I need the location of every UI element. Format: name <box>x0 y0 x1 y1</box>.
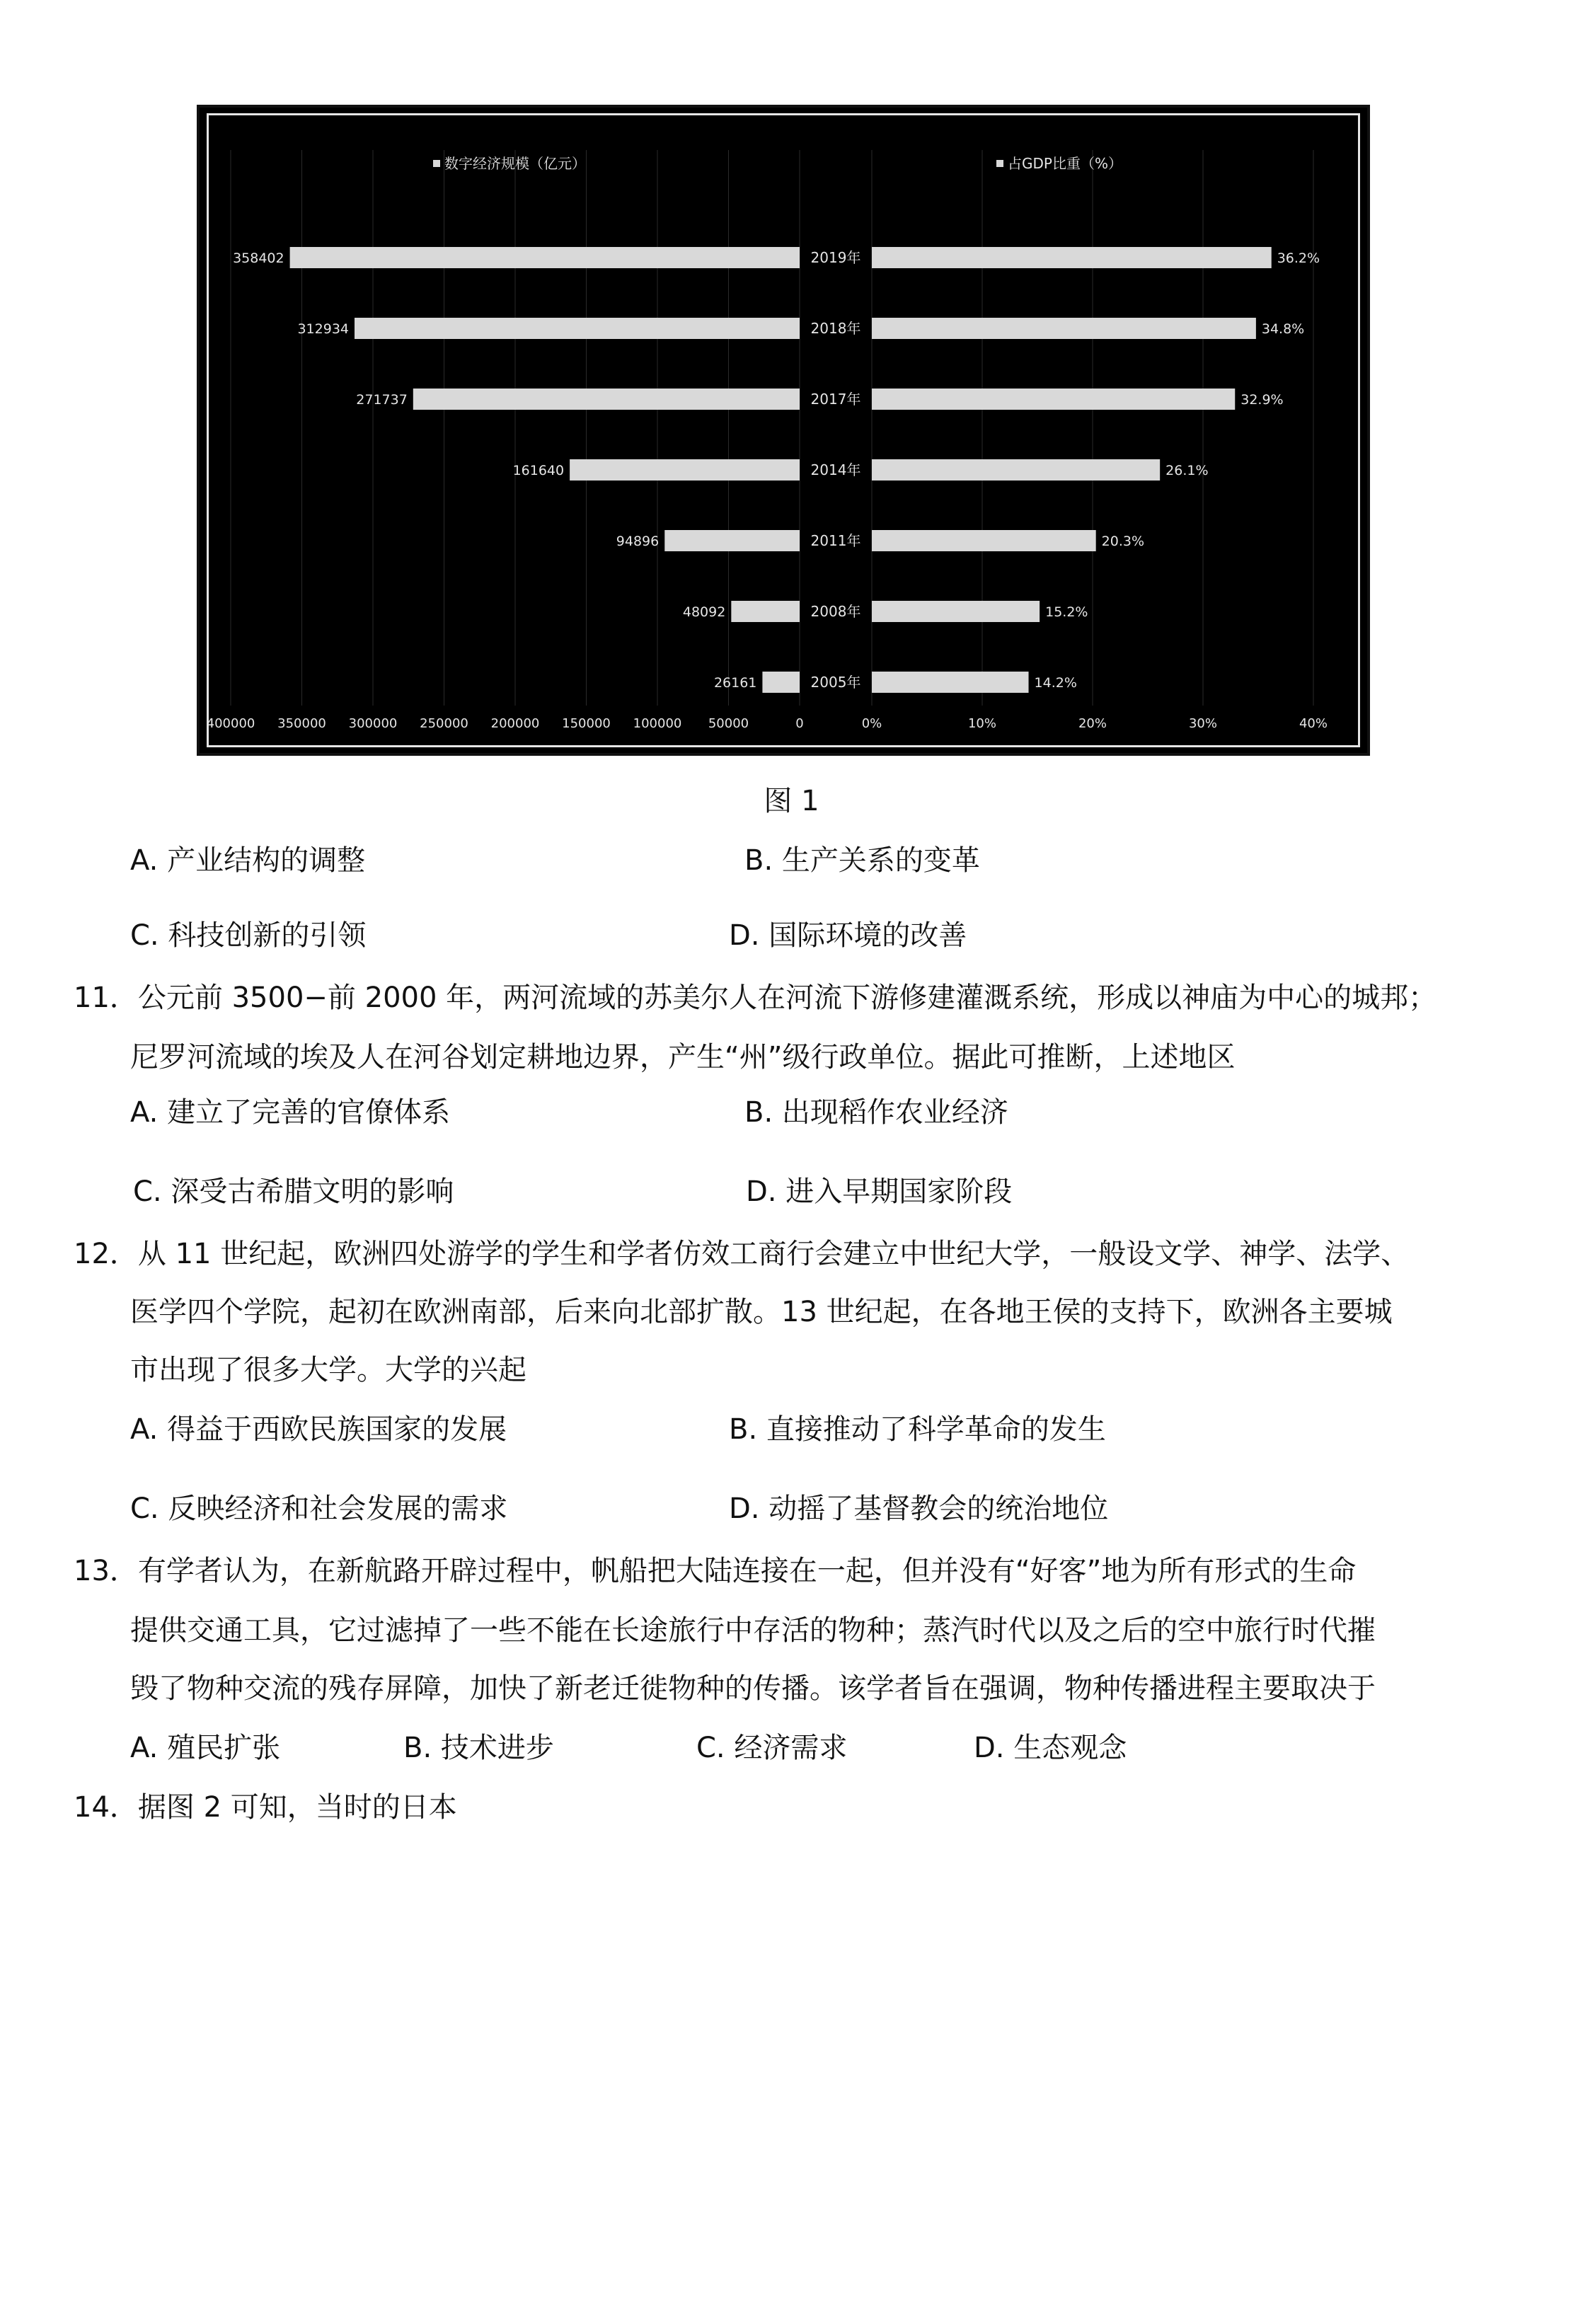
left-bar <box>731 601 800 622</box>
right-axis-tick-label: 10% <box>967 716 997 731</box>
left-axis-tick-label: 150000 <box>562 716 611 731</box>
right-bar-value-label: 14.2% <box>1034 675 1077 691</box>
left-axis-tick-label: 400000 <box>206 716 255 731</box>
legend-left-swatch <box>433 160 440 167</box>
q11-option-d: D. 进入早期国家阶段 <box>746 1175 1013 1208</box>
q13-stem-line-1: 13．有学者认为，在新航路开辟过程中，帆船把大陆连接在一起，但并没有“好客”地为所有形式的生命 <box>74 1555 1357 1587</box>
q13-option-a: A. 殖民扩张 <box>130 1732 281 1764</box>
left-axis-tick-label: 300000 <box>348 716 398 731</box>
right-bar-value-label: 34.8% <box>1261 321 1305 337</box>
left-axis-tick-label: 100000 <box>633 716 682 731</box>
chart-canvas <box>200 108 1367 753</box>
right-bar <box>872 672 1029 693</box>
category-label: 2005年 <box>810 674 861 691</box>
q11-stem-line-1: 11．公元前 3500−前 2000 年，两河流域的苏美尔人在河流下游修建灌溉系统，形成以神庙为中心的城邦； <box>74 982 1437 1014</box>
left-axis-tick-label: 250000 <box>420 716 468 731</box>
q10-option-c: C. 科技创新的引领 <box>130 919 367 952</box>
right-bar-value-label: 15.2% <box>1045 604 1088 620</box>
right-bar <box>872 247 1272 268</box>
q13-option-d: D. 生态观念 <box>974 1732 1127 1764</box>
q13-option-b: B. 技术进步 <box>403 1732 554 1764</box>
q13-stem-line-3: 毁了物种交流的残存屏障，加快了新老迁徙物种的传播。该学者旨在强调，物种传播进程主要取决于 <box>130 1672 1376 1705</box>
q12-option-a: A. 得益于西欧民族国家的发展 <box>130 1413 507 1446</box>
right-bar <box>872 318 1256 339</box>
q11-option-c: C. 深受古希腊文明的影响 <box>133 1175 454 1208</box>
left-axis-tick-label: 200000 <box>490 716 540 731</box>
left-axis-tick-label: 50000 <box>708 716 749 731</box>
left-bar-value-label: 358402 <box>233 251 284 266</box>
legend-right-label: 占GDP比重（%） <box>1008 155 1122 172</box>
left-axis-tick-label: 0 <box>795 716 804 731</box>
q12-option-b: B. 直接推动了科学革命的发生 <box>729 1413 1106 1446</box>
category-label: 2014年 <box>810 461 861 478</box>
category-label: 2019年 <box>810 249 861 266</box>
q12-stem-line-3: 市出现了很多大学。大学的兴起 <box>130 1354 526 1386</box>
q11-stem-line-2: 尼罗河流域的埃及人在河谷划定耕地边界，产生“州”级行政单位。据此可推断，上述地区 <box>130 1041 1236 1074</box>
left-bar <box>355 318 800 339</box>
left-bar <box>570 459 800 481</box>
left-bar <box>413 389 800 410</box>
left-bar <box>290 247 800 268</box>
right-bar-value-label: 20.3% <box>1101 534 1145 549</box>
right-axis-tick-label: 40% <box>1299 716 1328 731</box>
q13-option-c: C. 经济需求 <box>696 1732 848 1764</box>
category-label: 2011年 <box>810 532 861 549</box>
q11-option-a: A. 建立了完善的官僚体系 <box>130 1096 451 1129</box>
left-bar-value-label: 312934 <box>297 321 350 337</box>
left-bar-value-label: 26161 <box>713 675 757 691</box>
left-bar <box>664 530 800 551</box>
left-bar-value-label: 94896 <box>616 534 660 549</box>
left-bar-value-label: 161640 <box>512 463 565 478</box>
left-bar-value-label: 48092 <box>682 604 726 620</box>
category-label: 2017年 <box>810 391 861 408</box>
right-axis-tick-label: 20% <box>1078 716 1107 731</box>
right-bar-value-label: 36.2% <box>1277 251 1320 266</box>
q12-option-c: C. 反映经济和社会发展的需求 <box>130 1492 508 1525</box>
right-bar <box>872 601 1040 622</box>
category-label: 2008年 <box>810 603 861 620</box>
left-bar <box>762 672 800 693</box>
q10-option-d: D. 国际环境的改善 <box>729 919 967 952</box>
right-bar <box>872 389 1235 410</box>
q12-stem-line-1: 12．从 11 世纪起，欧洲四处游学的学生和学者仿效工商行会建立中世纪大学，一般设文学、神学、法学、 <box>74 1238 1410 1270</box>
legend-left-label: 数字经济规模（亿元） <box>444 155 586 172</box>
right-bar <box>872 459 1160 481</box>
right-axis-tick-label: 30% <box>1188 716 1218 731</box>
right-bar <box>872 530 1096 551</box>
category-label: 2018年 <box>810 320 861 337</box>
right-bar-value-label: 26.1% <box>1165 463 1209 478</box>
q14-stem-line-1: 14．据图 2 可知，当时的日本 <box>74 1791 457 1824</box>
legend-right-swatch <box>996 160 1003 167</box>
q10-option-a: A. 产业结构的调整 <box>130 844 366 877</box>
q11-option-b: B. 出现稻作农业经济 <box>744 1096 1008 1129</box>
q10-option-b: B. 生产关系的变革 <box>744 844 980 877</box>
q12-option-d: D. 动摇了基督教会的统治地位 <box>729 1492 1109 1525</box>
figure-1-caption: 图 1 <box>764 785 819 817</box>
q13-stem-line-2: 提供交通工具，它过滤掉了一些不能在长途旅行中存活的物种；蒸汽时代以及之后的空中旅行时代摧 <box>130 1614 1376 1647</box>
right-bar-value-label: 32.9% <box>1241 392 1284 408</box>
right-axis-tick-label: 0% <box>861 716 882 731</box>
figure-1-chart <box>197 105 1370 756</box>
q12-stem-line-2: 医学四个学院，起初在欧洲南部，后来向北部扩散。13 世纪起，在各地王侯的支持下，欧洲各主要城 <box>130 1296 1393 1328</box>
left-axis-tick-label: 350000 <box>277 716 326 731</box>
left-bar-value-label: 271737 <box>356 392 408 408</box>
